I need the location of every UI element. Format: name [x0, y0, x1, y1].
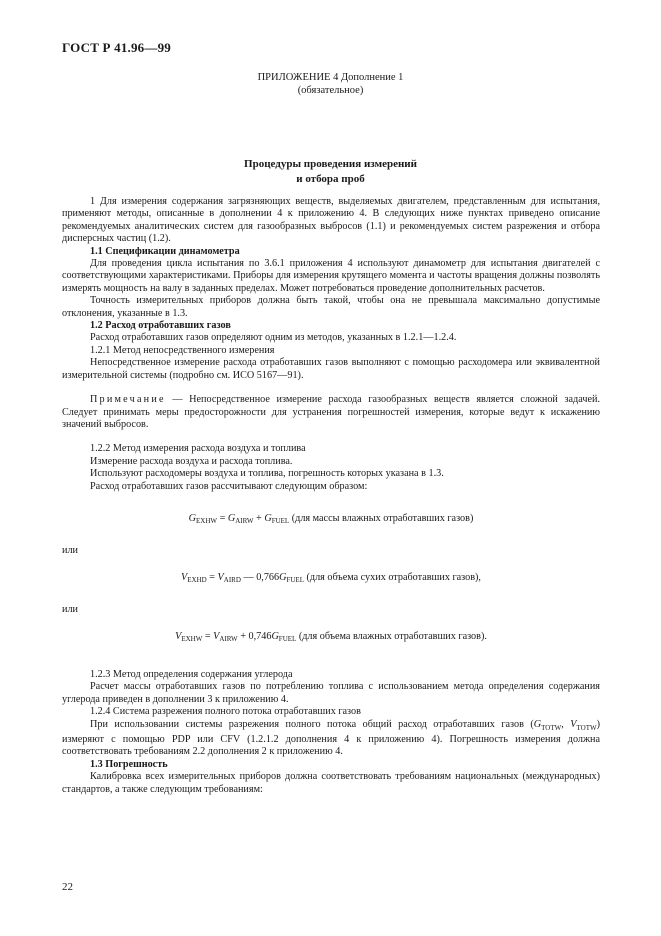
formula-vexhd: $V_{EXHD} = V_{AIRD}$ — $0,766G_{FUEL}$ (для объема сухих отработавших газов),: [181, 571, 481, 584]
paragraph-1-2-4: При использовании системы разрежения полного потока общий расход отработавших газов ($G_{TOTW}$, $V_{TOTW}$) измеряют с помощью PDP или CFV (1.2.1.2 дополнения 4 к приложению 4). Погрешность измерения должна соответствовать требованиям 2.2 дополнения 2 к приложению 4.: [62, 718, 600, 758]
paragraph-1-2-2-c: Расход отработавших газов рассчитывают следующим образом:: [90, 480, 368, 492]
body-text: [62, 196, 600, 796]
subheading-1-2-1: 1.2.1 Метод непосредственного измерения: [90, 344, 275, 356]
or-connector-1: или: [62, 545, 78, 557]
paragraph-1-2-2-b: Используют расходомеры воздуха и топлива, погрешность которых указана в 1.3.: [90, 468, 444, 480]
title-line-1: Процедуры проведения измерений: [244, 158, 417, 170]
subheading-1-2-3: 1.2.3 Метод определения содержания углерода: [90, 668, 293, 680]
appendix-heading: [0, 71, 661, 97]
appendix-line: ПРИЛОЖЕНИЕ 4 Дополнение 1: [257, 72, 404, 83]
section-title: [0, 157, 661, 187]
subheading-1-2-4: 1.2.4 Система разрежения полного потока отработавших газов: [90, 706, 361, 718]
note-text: — Непосредственное измерение расхода газообразных веществ является сложной задачей. Следует принимать меры предосторожности для устранения погрешностей измерения, которые ведут к искажению значений выбросов.: [62, 394, 600, 430]
paragraph-1-2-3: Расчет массы отработавших газов по потреблению топлива с использованием метода определения содержания углерода приведен в дополнении 3 к приложению 4.: [62, 681, 600, 705]
paragraph-1-2: Расход отработавших газов определяют одним из методов, указанных в 1.2.1—1.2.4.: [90, 332, 457, 344]
heading-1-3: 1.3 Погрешность: [90, 758, 168, 770]
standard-id: ГОСТ Р 41.96—99: [62, 40, 171, 55]
paragraph-1-2-1: Непосредственное измерение расхода отработавших газов выполняют с помощью расходомера или эквивалентной измерительной системы (подробно см. ИСО 5167—91).: [62, 357, 600, 381]
page-number: 22: [62, 881, 73, 893]
or-connector-2: или: [62, 604, 78, 616]
paragraph-1-1-b: Точность измерительных приборов должна быть такой, чтобы она не превышала максимально допустимые отклонения, указанные в 1.3.: [62, 295, 600, 319]
title-line-2: и отбора проб: [296, 173, 365, 185]
heading-1-2: 1.2 Расход отработавших газов: [90, 320, 231, 332]
formula-vexhw: $V_{EXHW} = V_{AIRW} + 0,746G_{FUEL}$ (для объема влажных отработавших газов).: [175, 630, 487, 643]
note: [62, 394, 600, 431]
paragraph-1-1-a: Для проведения цикла испытания по 3.6.1 приложения 4 используют динамометр для испытания двигателей с соответствующими характеристиками. Приборы для измерения крутящего момента и частоты вращения должны позволять измерять мощность на валу в заданных пределах. Может потребоваться проведение дополнительных расчетов.: [62, 258, 600, 294]
note-label: Примечание: [90, 394, 166, 406]
appendix-status: (обязательное): [297, 85, 364, 96]
paragraph-intro: 1 Для измерения содержания загрязняющих веществ, выделяемых двигателем, представленным для испытания, применяют методы, описанные в дополнении 4 к приложению 4. В следующих ниже пунктах приведено описание рекомендуемых аналитических систем для газообразных выбросов (1.1) и рекомендуемых систем разрежения и отбора дисперсных частиц (1.2).: [62, 196, 600, 245]
paragraph-1-2-2-a: Измерение расхода воздуха и расхода топлива.: [90, 455, 293, 467]
heading-1-1: 1.1 Спецификации динамометра: [90, 245, 240, 257]
paragraph-1-3: Калибровка всех измерительных приборов должна соответствовать требованиям национальных (международных) стандартов, а также следующим требованиям:: [62, 771, 600, 795]
formula-gexhw: $G_{EXHW} = G_{AIRW} + G_{FUEL}$ (для массы влажных отработавших газов): [188, 512, 474, 525]
subheading-1-2-2: 1.2.2 Метод измерения расхода воздуха и топлива: [90, 443, 306, 455]
